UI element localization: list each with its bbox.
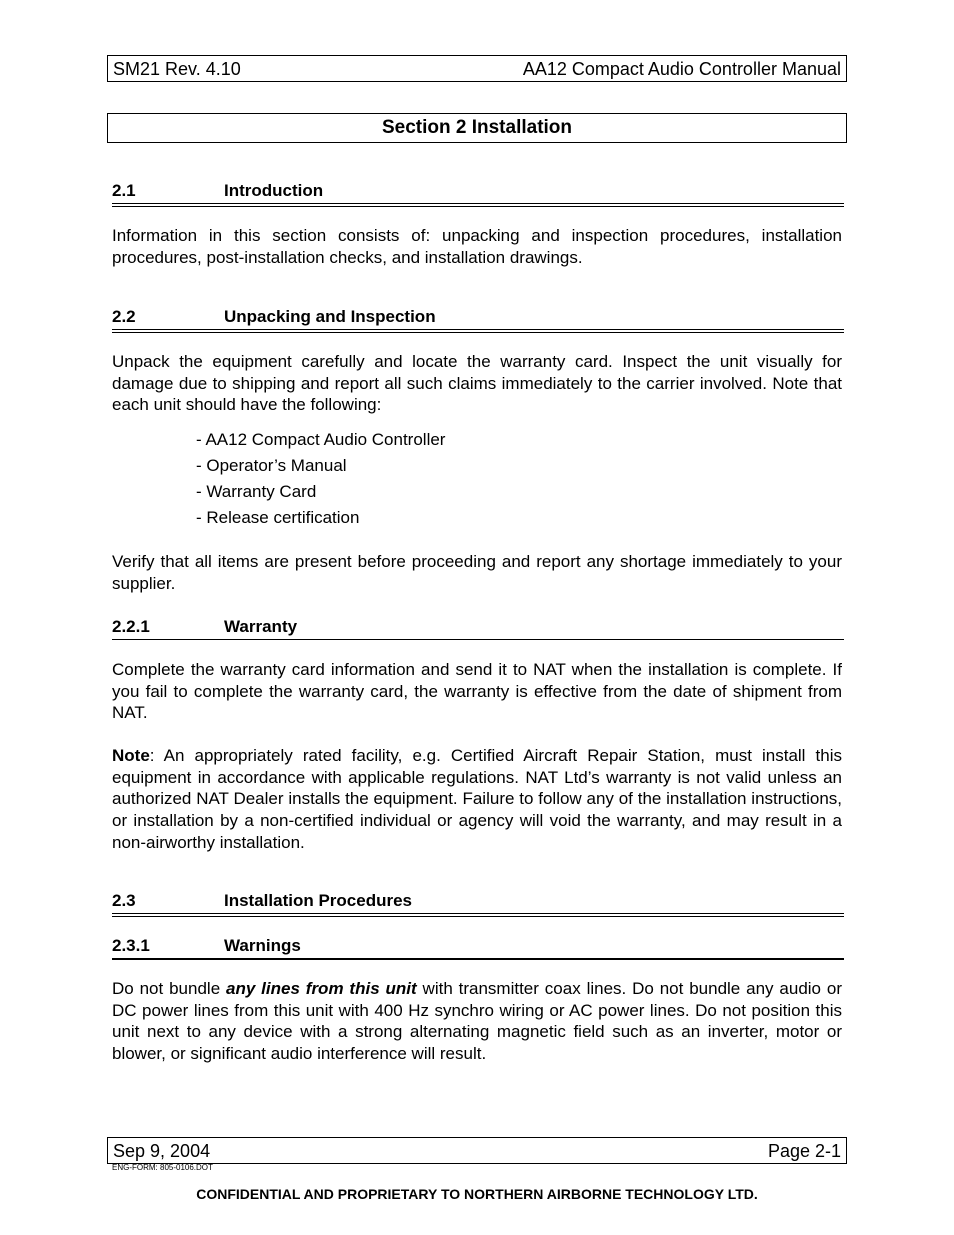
heading-number: 2.2 bbox=[112, 307, 136, 326]
heading-2-3-1 bbox=[112, 936, 844, 958]
note-paragraph bbox=[112, 745, 842, 854]
unpack-paragraph: Unpack the equipment carefully and locate the warranty card. Inspect the unit visually for damage due to shipping and report all such claims immediately to the carrier involved. Note that each unit should have the following: bbox=[112, 352, 842, 415]
page-header bbox=[107, 55, 847, 82]
heading-number: 2.1 bbox=[112, 181, 136, 200]
doc-number: SM21 Rev. 4.10 bbox=[113, 59, 241, 79]
heading-rule bbox=[112, 913, 844, 914]
heading-rule bbox=[112, 958, 844, 960]
confidential-notice: CONFIDENTIAL AND PROPRIETARY TO NORTHERN AIRBORNE TECHNOLOGY LTD. bbox=[196, 1186, 758, 1202]
heading-2-1 bbox=[112, 181, 844, 203]
heading-2-3 bbox=[112, 891, 844, 913]
heading-2-2 bbox=[112, 307, 844, 329]
heading-2-2-1 bbox=[112, 617, 844, 639]
form-number: ENG-FORM: 805-0106.DOT bbox=[112, 1163, 213, 1172]
doc-title: AA12 Compact Audio Controller Manual bbox=[522, 59, 841, 79]
note-text: : An appropriately rated facility, e.g. Certified Aircraft Repair Station, must install this equipment in accordance with applicable regulations. NAT Ltd’s warranty is not valid unless an authorized NAT Dealer installs the equipment. Failure to follow any of the installation instructions, or installation by a non-certified individual or agency will void the warranty, and may result in a non-airworthy installation. bbox=[112, 746, 842, 852]
list-item: - AA12 Compact Audio Controller bbox=[196, 430, 446, 449]
heading-text: Unpacking and Inspection bbox=[224, 307, 436, 326]
heading-text: Warranty bbox=[224, 617, 298, 636]
heading-text: Introduction bbox=[224, 181, 324, 200]
heading-rule bbox=[112, 916, 844, 917]
heading-text: Warnings bbox=[224, 936, 301, 955]
heading-number: 2.2.1 bbox=[112, 617, 150, 636]
warranty-paragraph: Complete the warranty card information and send it to NAT when the installation is complete. If you fail to complete the warranty card, the warranty is effective from the date of shipment from NAT. bbox=[112, 660, 842, 723]
page-number: Page 2-1 bbox=[767, 1141, 841, 1161]
page-footer bbox=[107, 1137, 847, 1164]
warnings-pre: Do not bundle bbox=[112, 979, 227, 998]
warnings-emphasis: any lines from this unit bbox=[226, 979, 417, 998]
list-item: - Warranty Card bbox=[196, 482, 317, 501]
heading-rule bbox=[112, 639, 844, 640]
section-title: Section 2 Installation bbox=[107, 113, 847, 143]
verify-paragraph: Verify that all items are present before proceeding and report any shortage immediately to your supplier. bbox=[112, 552, 842, 593]
heading-number: 2.3 bbox=[112, 891, 136, 910]
heading-rule bbox=[112, 329, 844, 330]
warnings-post: with transmitter coax lines. Do not bundle any audio or DC power lines from this unit with 400 Hz synchro wiring or AC power lines. Do not position this unit next to any device with a strong alternating magnetic field such as an inverter, motor or blower, or significant audio interference will result. bbox=[112, 979, 842, 1064]
heading-rule bbox=[112, 206, 844, 207]
list-item: - Release certification bbox=[196, 508, 360, 527]
footer-date: Sep 9, 2004 bbox=[113, 1141, 211, 1161]
list-item: - Operator’s Manual bbox=[196, 456, 347, 475]
heading-number: 2.3.1 bbox=[112, 936, 150, 955]
note-label: Note bbox=[112, 746, 150, 765]
heading-rule bbox=[112, 203, 844, 204]
intro-paragraph: Information in this section consists of: unpacking and inspection procedures, installation procedures, post-installation checks, and installation drawings. bbox=[112, 226, 842, 267]
heading-text: Installation Procedures bbox=[224, 891, 412, 910]
warnings-paragraph bbox=[112, 978, 842, 1065]
heading-rule bbox=[112, 332, 844, 333]
